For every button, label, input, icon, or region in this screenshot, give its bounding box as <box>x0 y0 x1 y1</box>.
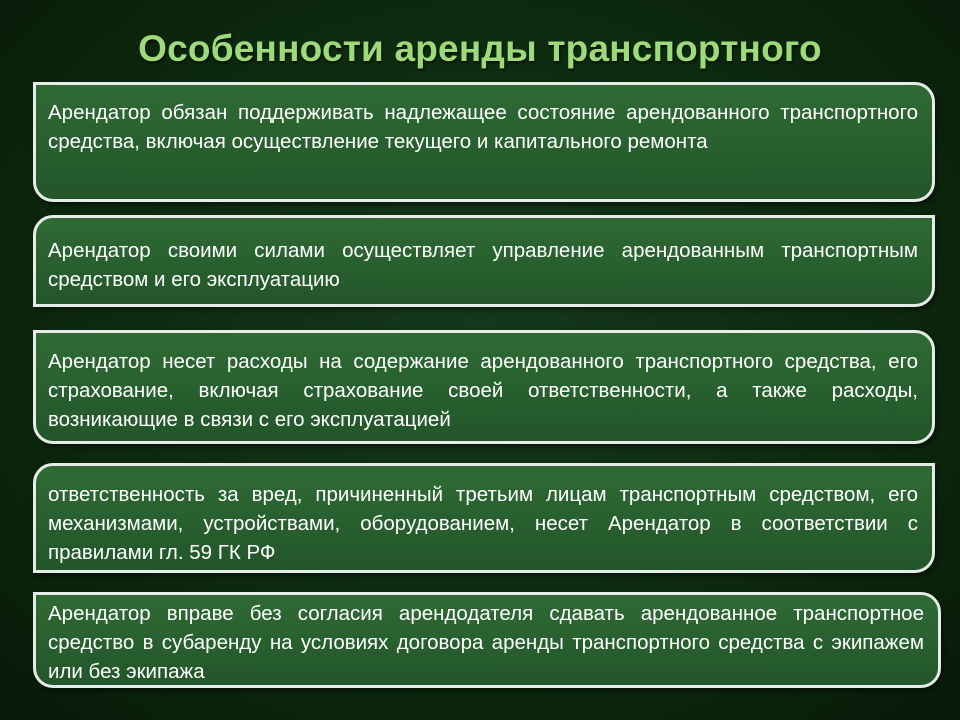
card-operation <box>33 215 935 307</box>
card-text: Арендатор вправе без согласия арендодателя сдавать арендованное транспортное средство в субаренду на условиях договора аренды транспортного средства с экипажем или без экипажа <box>48 602 924 683</box>
card-expenses <box>33 330 935 444</box>
card-text: Арендатор обязан поддерживать надлежащее состояние арендованного транспортного средства, включая осуществление текущего и капитального ремонта <box>48 101 918 153</box>
card-text: Арендатор несет расходы на содержание арендованного транспортного средства, его страхование, включая страхование своей ответственности, а также расходы, возникающие в связи с его эксплуатацией <box>48 350 918 431</box>
slide-title: Особенности аренды транспортного <box>138 28 822 69</box>
card-text: Арендатор своими силами осуществляет управление арендованным транспортным средством и его эксплуатацию <box>48 239 918 291</box>
card-maintenance <box>33 82 935 202</box>
card-text: ответственность за вред, причиненный третьим лицам транспортным средством, его механизмами, устройствами, оборудованием, несет Арендатор в соответствии с правилами гл. 59 ГК РФ <box>48 483 918 564</box>
card-sublease <box>33 592 941 688</box>
card-liability <box>33 463 935 573</box>
